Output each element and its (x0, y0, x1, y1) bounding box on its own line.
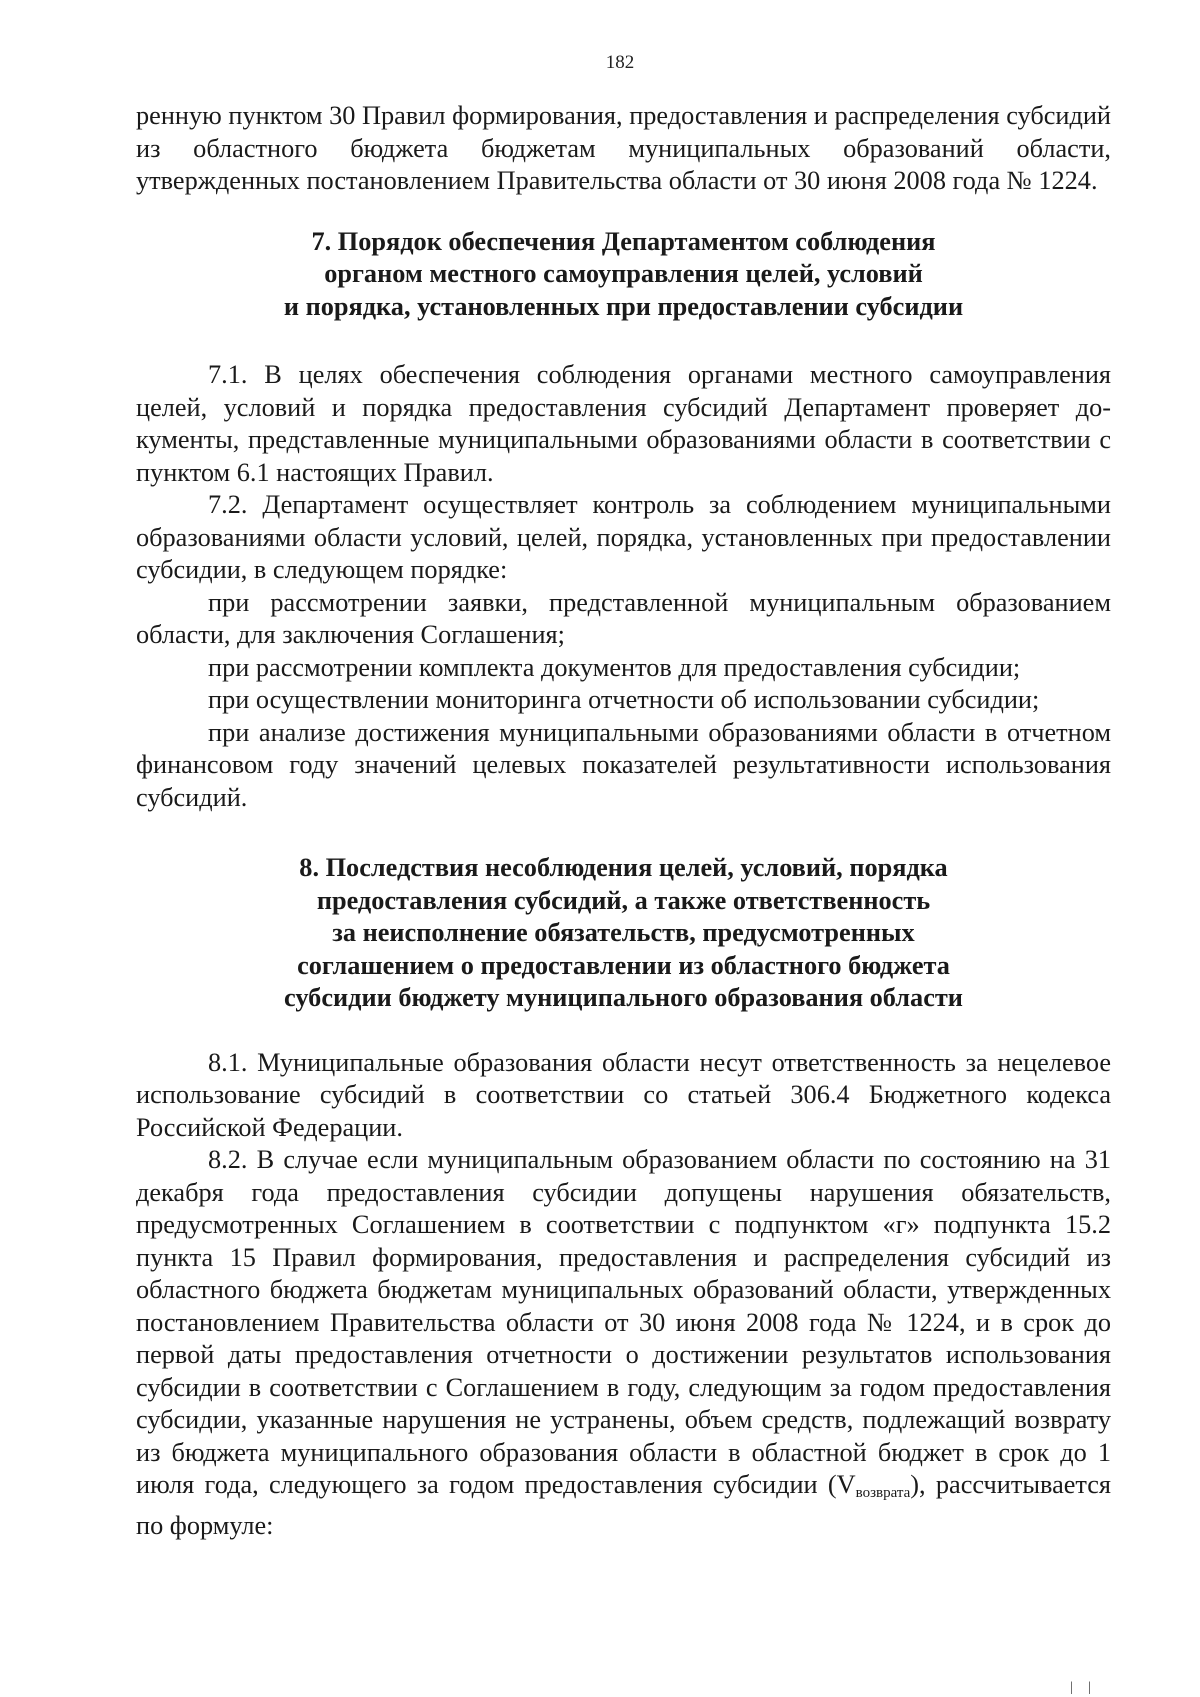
scan-edge-mark: | | (1070, 1680, 1098, 1695)
paragraph-7-1: 7.1. В целях обеспечения соблюдения органами местного самоуправления целей, условий и порядка предоставления субсидий Департамент проверяет документы, представленные муниципальными образованиями области в соответствии с пунктом 6.1 настоящих Правил. (136, 360, 1111, 487)
intro-paragraph: ренную пунктом 30 Правил формирования, предоставления и распределения субсидий из областного бюджета бюджетам муниципальных образований области, утвержденных постановлением Правительства области от 30 июня 2008 года № 1224. (136, 101, 1111, 195)
section-8-heading (136, 852, 1111, 1015)
paragraph-8-2-text: 8.2. В случае если муниципальным образованием области по состоянию на 31 декабря года предоставления субсидии допущены нарушения обязательств, предусмотренных Соглашением в соответствии с подпунктом «г» подпункта 15.2 пункта 15 Правил формирования, предоставления и распределения субсидий из областного бюджета бюджетам муниципальных образований области, утвержденных постановлением Правительства области от 30 июня 2008 года № 1224, и в срок до первой даты предоставления отчетности о достижении результатов использования субсидии в соответствии с Соглашением в году, следующим за годом предоставления субсидии, указанные нарушения не устранены, объем средств, подлежащий возврату из бюджета муниципального образования области в областной бюджет в срок до 1 июля года, следующего за годом предоставления субсидии (V (136, 1145, 1111, 1499)
list-item: при рассмотрении комплекта документов для предоставления субсидии; (208, 652, 1021, 682)
list-item: при рассмотрении заявки, представленной муниципальным образованием области, для заключения Соглашения; (136, 587, 1111, 649)
page-number: 182 (605, 52, 635, 73)
paragraph-7-2: 7.2. Департамент осуществляет контроль за соблюдением муниципальными образованиями области условий, целей, порядка, установленных при предоставлении субсидии, в следующем порядке: (136, 490, 1111, 584)
section-7-heading-line: органом местного самоуправления целей, условий (324, 259, 923, 288)
paragraph-8-2-tail: ), рассчитывается по формуле: (136, 1470, 1111, 1540)
section-7-heading (136, 226, 1111, 324)
document-body (136, 100, 1111, 1542)
list-item: при анализе достижения муниципальными образованиями области в отчетном финансовом году значений целевых показателей результативности использования субсидий. (136, 717, 1111, 812)
v-return-subscript: возврата (855, 1485, 911, 1501)
section-8-heading-line: за неисполнение обязательств, предусмотренных (332, 918, 915, 947)
section-8-heading-line: 8. Последствия несоблюдения целей, условий, порядка (299, 853, 948, 882)
section-8-heading-line: предоставления субсидий, а также ответственность (316, 885, 931, 915)
section-8-heading-line: соглашением о предоставлении из областного бюджета (297, 950, 950, 980)
paragraph-8-1: 8.1. Муниципальные образования области несут ответственность за нецелевое использование субсидий в соответствии со статьей 306.4 Бюджетного кодекса Российской Федерации. (136, 1047, 1111, 1142)
section-7-heading-line: и порядка, установленных при предоставлении субсидии (283, 291, 964, 321)
list-item: при осуществлении мониторинга отчетности об использовании субсидии; (208, 685, 1040, 714)
paragraph-8-2 (136, 1144, 1111, 1542)
section-8-heading-line: субсидии бюджету муниципального образования области (284, 983, 963, 1012)
section-7-heading-line: 7. Порядок обеспечения Департаментом соблюдения (311, 226, 936, 256)
